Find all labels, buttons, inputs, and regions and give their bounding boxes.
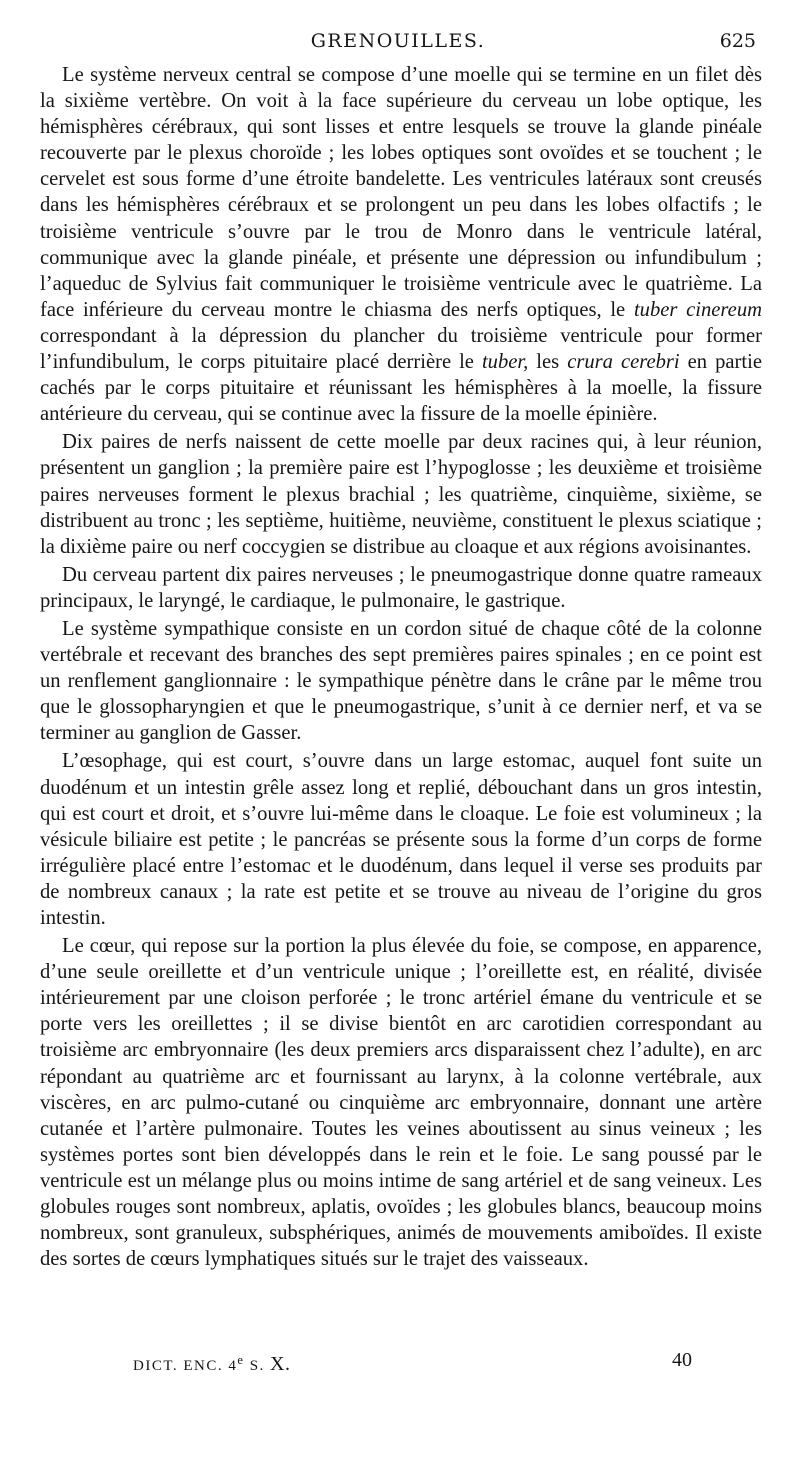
page-number: 625 — [719, 30, 756, 52]
paragraph-nervous-system: Le système nerveux central se compose d’une moelle qui se termine en un filet dès la sixième vertèbre. On voit à la face supérieure du cerveau un lobe optique, les hémisphères cérébraux, qui sont lisses et entre lesquels se trouve la glande pinéale recouverte par le plexus choroïde ; les lobes optiques sont ovoïdes et se touchent ; le cervelet est sous forme d’une étroite bandelette. Les ventricules latéraux sont creusés dans les hémisphères cérébraux et se prolongent un peu dans les lobes olfactifs ; le troisième ventricule s’ouvre par le trou de Monro dans le ventricule latéral, communique avec la glande pinéale, et présente une dépression ou infundibulum ; l’aqueduc de Sylvius fait communiquer le troisième ventricule avec le quatrième. La face inférieure du cerveau montre le chiasma des nerfs optiques, le tuber cinereum correspondant à la dépression du plancher du troisième ventricule pour former l’infundibulum, le corps pituitaire placé derrière le tuber, les crura cerebri en partie cachés par le corps pituitaire et réunissant les hémisphères à la moelle, la fissure antérieure du cerveau, qui se continue avec la fissure de la moelle épinière. — [40, 64, 762, 426]
term-crura-cerebri: crura cerebri — [567, 351, 680, 374]
paragraph-sympathetic-system: Le système sympathique consiste en un cordon situé de chaque côté de la colonne vertébrale et recevant des branches des sept premières paires spinales ; en ce point est un renflement ganglionnaire : le sympathique pénètre dans le crâne par le même trou que le glossopharyngien et que le pneumogastrique, s’unit à ce dernier nerf, et va se terminer au ganglion de Gasser. — [40, 617, 762, 745]
page-header — [40, 30, 756, 58]
paragraph-cranial-nerves: Du cerveau partent dix paires nerveuses ; le pneumogastrique donne quatre rameaux principaux, le laryngé, le cardiaque, le pulmonaire, le gastrique. — [40, 563, 762, 612]
term-tuber: tuber, — [481, 351, 529, 374]
term-tuber-cinereum: tuber cinereum — [633, 298, 762, 321]
article-text — [40, 62, 762, 1274]
sheet-number: 40 — [672, 1349, 692, 1371]
paragraph-spinal-nerves: Dix paires de nerfs naissent de cette moelle par deux racines qui, à leur réunion, présentent un ganglion ; la première paire est l’hypoglosse ; les deuxième et troisième paires nerveuses forment le plexus brachial ; les quatrième, cinquième, sixième, se distribuent au tronc ; les septième, huitième, neuvième, constituent le plexus sciatique ; la dixième paire ou nerf coccygien se distribue au cloaque et aux régions avoisinantes. — [40, 431, 762, 558]
running-title: GRENOUILLES. — [310, 30, 486, 52]
printer-signature: DICT. ENC. 4e S. X. — [133, 1353, 291, 1375]
paragraph-digestive-system: L’œsophage, qui est court, s’ouvre dans un large estomac, auquel font suite un duodénum et un intestin grêle assez long et replié, débouchant dans un gros intestin, qui est court et droit, et s’ouvre lui-même dans le cloaque. Le foie est volumineux ; la vésicule biliaire est petite ; le pancréas se présente sous la forme d’un corps de forme irrégulière placé entre l’estomac et le duodénum, dans lequel il verse ses produits par de nombreux canaux ; la rate est petite et se trouve au niveau de l’origine du gros intestin. — [40, 750, 762, 929]
page-footer — [40, 1349, 756, 1379]
paragraph-circulatory-system: Le cœur, qui repose sur la portion la plus élevée du foie, se compose, en apparence, d’une seule oreillette et d’un ventricule unique ; l’oreillette est, en réalité, divisée intérieurement par une cloison perforée ; le tronc artériel émane du ventricule et se porte vers les oreillettes ; il se divise bientôt en arc carotidien correspondant au troisième arc embryonnaire (les deux premiers arcs disparaissent chez l’adulte), en arc répondant au quatrième arc et fournissant au larynx, à la colonne vertébrale, aux viscères, en arc pulmo-cutané ou cinquième arc embryonnaire, donnant une artère cutanée et l’artère pulmonaire. Toutes les veines aboutissent au sinus veineux ; les systèmes portes sont bien développés dans le rein et le foie. Le sang poussé par le ventricule est un mélange plus ou moins intime de sang artériel et de sang veineux. Les globules rouges sont nombreux, aplatis, ovoïdes ; les globules blancs, beaucoup moins nombreux, sont granuleux, subsphériques, animés de mouvements amiboïdes. Il existe des sortes de cœurs lymphatiques situés sur le trajet des vaisseaux. — [40, 935, 762, 1271]
